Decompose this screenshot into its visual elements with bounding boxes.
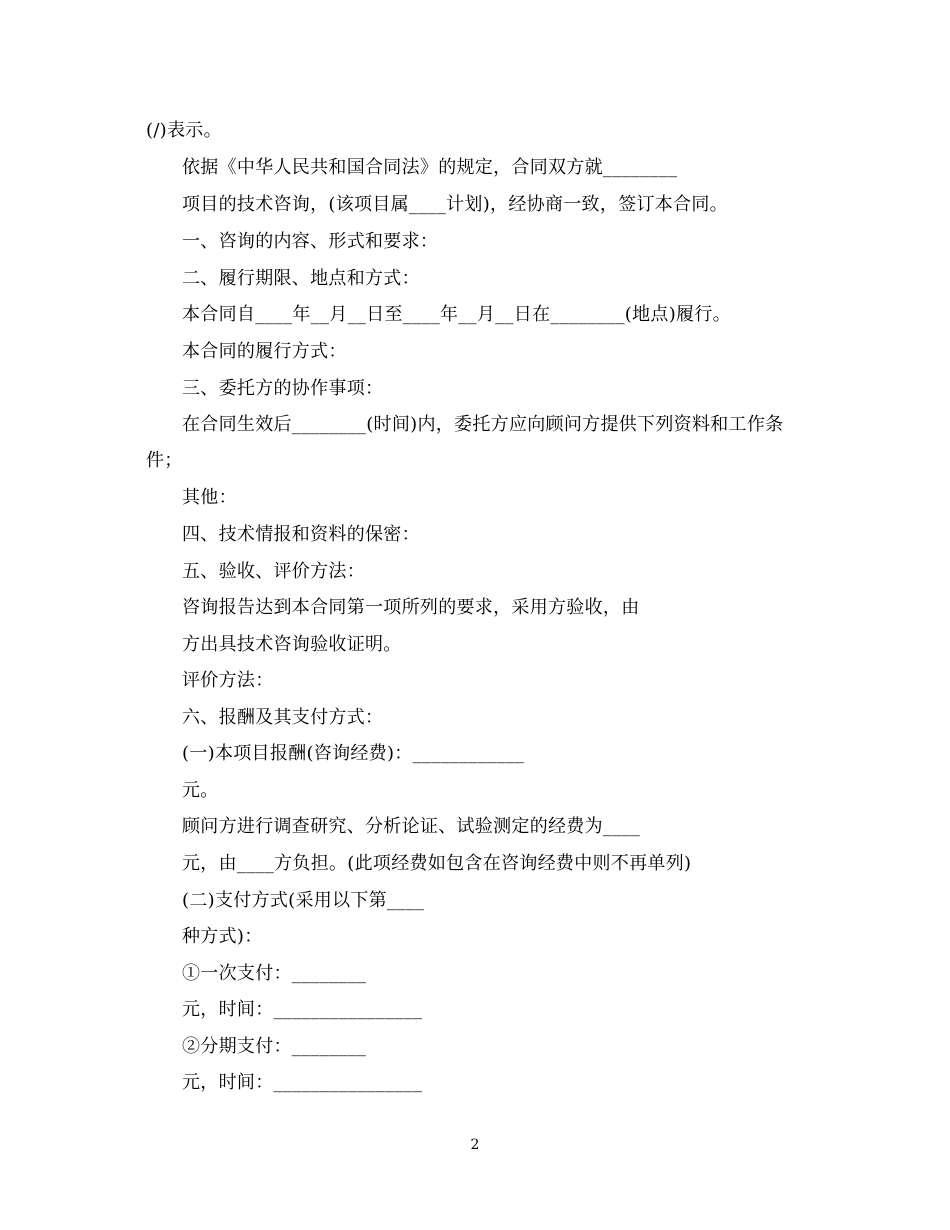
text-line: 元，时间：________________ — [182, 1072, 423, 1093]
text-line: 元。 — [182, 780, 219, 801]
text-line: 咨询报告达到本合同第一项所列的要求，采用方验收，由 — [182, 597, 640, 618]
text-line: 种方式)： — [182, 926, 263, 947]
section-heading: 五、验收、评价方法： — [182, 561, 365, 582]
text-line: 依据《中华人民共和国合同法》的规定，合同双方就________ — [182, 157, 678, 178]
text-line: 评价方法： — [182, 670, 274, 691]
section-heading: 一、咨询的内容、形式和要求： — [182, 231, 439, 252]
text-line: 顾问方进行调查研究、分析论证、试验测定的经费为____ — [182, 816, 641, 837]
text-line: ②分期支付：________ — [182, 1036, 367, 1057]
section-heading: 四、技术情报和资料的保密： — [182, 524, 420, 545]
section-heading: 六、报酬及其支付方式： — [182, 707, 384, 728]
text-line: (一)本项目报酬(咨询经费)：____________ — [182, 743, 525, 764]
text-line: 件； — [146, 450, 183, 471]
section-heading: 二、履行期限、地点和方式： — [182, 268, 420, 289]
page-number: 2 — [470, 1137, 480, 1153]
text-line: 元，时间：________________ — [182, 999, 423, 1020]
text-line: (/)表示。 — [146, 120, 222, 141]
section-heading: 三、委托方的协作事项： — [182, 378, 384, 399]
text-line: 方出具技术咨询验收证明。 — [182, 634, 402, 655]
text-line: 本合同的履行方式： — [182, 341, 347, 362]
text-line: 其他： — [182, 487, 237, 508]
text-line: ①一次支付：________ — [182, 963, 367, 984]
text-line: 元，由____方负担。(此项经费如包含在咨询经费中则不再单列) — [182, 853, 692, 874]
text-line: (二)支付方式(采用以下第____ — [182, 890, 425, 911]
text-line: 项目的技术咨询，(该项目属____计划)，经协商一致，签订本合同。 — [182, 194, 728, 215]
text-line: 在合同生效后________(时间)内，委托方应向顾问方提供下列资料和工作条 — [182, 414, 784, 435]
text-line: 本合同自____年__月__日至____年__月__日在________(地点)履行。 — [182, 304, 731, 325]
